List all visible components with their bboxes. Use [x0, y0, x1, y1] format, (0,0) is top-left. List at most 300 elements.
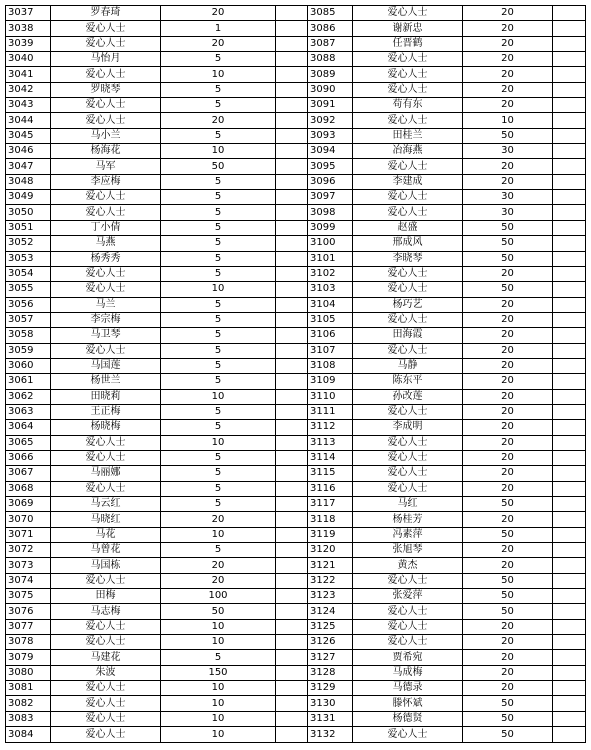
right-empty-cell	[553, 251, 586, 266]
right-id-cell: 3093	[308, 128, 353, 143]
right-id-cell: 3131	[308, 711, 353, 726]
table-row	[6, 619, 586, 634]
table-row	[6, 220, 586, 235]
left-id-cell: 3069	[6, 497, 51, 512]
left-name-cell: 杨晓梅	[51, 420, 161, 435]
right-empty-cell	[553, 589, 586, 604]
right-name-cell: 杨巧艺	[353, 297, 463, 312]
right-amount-cell: 20	[463, 619, 553, 634]
left-id-cell: 3052	[6, 236, 51, 251]
right-amount-cell: 20	[463, 665, 553, 680]
right-name-cell: 爱心人士	[353, 6, 463, 21]
right-empty-cell	[553, 711, 586, 726]
left-amount-cell: 5	[161, 543, 276, 558]
right-empty-cell	[553, 174, 586, 189]
left-name-cell: 爱心人士	[51, 711, 161, 726]
right-id-cell: 3115	[308, 466, 353, 481]
left-empty-cell	[276, 543, 308, 558]
left-id-cell: 3070	[6, 512, 51, 527]
right-name-cell: 田海霞	[353, 328, 463, 343]
left-empty-cell	[276, 98, 308, 113]
left-id-cell: 3039	[6, 36, 51, 51]
right-name-cell: 马德录	[353, 681, 463, 696]
left-empty-cell	[276, 251, 308, 266]
left-name-cell: 爱心人士	[51, 36, 161, 51]
right-amount-cell: 20	[463, 635, 553, 650]
right-empty-cell	[553, 450, 586, 465]
right-id-cell: 3122	[308, 573, 353, 588]
right-id-cell: 3107	[308, 343, 353, 358]
left-empty-cell	[276, 67, 308, 82]
left-name-cell: 爱心人士	[51, 635, 161, 650]
left-amount-cell: 1	[161, 21, 276, 36]
left-id-cell: 3073	[6, 558, 51, 573]
left-amount-cell: 5	[161, 82, 276, 97]
left-name-cell: 马志梅	[51, 604, 161, 619]
right-amount-cell: 20	[463, 67, 553, 82]
right-name-cell: 李成明	[353, 420, 463, 435]
table-row	[6, 144, 586, 159]
left-id-cell: 3057	[6, 312, 51, 327]
table-row	[6, 589, 586, 604]
right-amount-cell: 30	[463, 205, 553, 220]
right-amount-cell: 50	[463, 604, 553, 619]
left-name-cell: 李宗梅	[51, 312, 161, 327]
left-amount-cell: 5	[161, 312, 276, 327]
right-amount-cell: 50	[463, 711, 553, 726]
left-amount-cell: 5	[161, 374, 276, 389]
left-name-cell: 杨海花	[51, 144, 161, 159]
left-amount-cell: 50	[161, 159, 276, 174]
right-name-cell: 谢新忠	[353, 21, 463, 36]
table-row	[6, 159, 586, 174]
right-name-cell: 张旭琴	[353, 543, 463, 558]
right-name-cell: 邢成风	[353, 236, 463, 251]
left-id-cell: 3060	[6, 358, 51, 373]
left-name-cell: 罗春琦	[51, 6, 161, 21]
right-id-cell: 3102	[308, 266, 353, 281]
table-row	[6, 36, 586, 51]
right-amount-cell: 20	[463, 374, 553, 389]
left-amount-cell: 50	[161, 604, 276, 619]
right-amount-cell: 20	[463, 52, 553, 67]
left-amount-cell: 5	[161, 98, 276, 113]
right-amount-cell: 20	[463, 389, 553, 404]
left-name-cell: 爱心人士	[51, 205, 161, 220]
right-name-cell: 爱心人士	[353, 190, 463, 205]
table-body	[6, 6, 586, 743]
left-empty-cell	[276, 635, 308, 650]
left-name-cell: 田晓莉	[51, 389, 161, 404]
left-amount-cell: 20	[161, 573, 276, 588]
left-name-cell: 杨世兰	[51, 374, 161, 389]
right-empty-cell	[553, 52, 586, 67]
left-empty-cell	[276, 328, 308, 343]
right-amount-cell: 20	[463, 36, 553, 51]
left-empty-cell	[276, 266, 308, 281]
right-empty-cell	[553, 343, 586, 358]
right-name-cell: 爱心人士	[353, 404, 463, 419]
right-empty-cell	[553, 282, 586, 297]
right-id-cell: 3120	[308, 543, 353, 558]
left-amount-cell: 5	[161, 190, 276, 205]
left-id-cell: 3043	[6, 98, 51, 113]
table-row	[6, 174, 586, 189]
right-name-cell: 爱心人士	[353, 635, 463, 650]
left-empty-cell	[276, 466, 308, 481]
left-empty-cell	[276, 374, 308, 389]
table-row	[6, 328, 586, 343]
right-empty-cell	[553, 435, 586, 450]
right-amount-cell: 20	[463, 512, 553, 527]
left-empty-cell	[276, 589, 308, 604]
right-amount-cell: 50	[463, 527, 553, 542]
left-amount-cell: 100	[161, 589, 276, 604]
left-empty-cell	[276, 450, 308, 465]
left-id-cell: 3044	[6, 113, 51, 128]
right-empty-cell	[553, 389, 586, 404]
left-id-cell: 3064	[6, 420, 51, 435]
left-empty-cell	[276, 312, 308, 327]
right-amount-cell: 50	[463, 128, 553, 143]
left-id-cell: 3041	[6, 67, 51, 82]
right-empty-cell	[553, 205, 586, 220]
left-amount-cell: 5	[161, 328, 276, 343]
left-name-cell: 马云红	[51, 497, 161, 512]
right-name-cell: 爱心人士	[353, 727, 463, 743]
left-amount-cell: 10	[161, 727, 276, 743]
table-row	[6, 358, 586, 373]
right-amount-cell: 50	[463, 497, 553, 512]
left-amount-cell: 5	[161, 236, 276, 251]
right-id-cell: 3119	[308, 527, 353, 542]
right-empty-cell	[553, 297, 586, 312]
table-row	[6, 282, 586, 297]
right-name-cell: 爱心人士	[353, 159, 463, 174]
table-row	[6, 404, 586, 419]
right-amount-cell: 50	[463, 251, 553, 266]
right-id-cell: 3116	[308, 481, 353, 496]
left-empty-cell	[276, 619, 308, 634]
right-amount-cell: 10	[463, 113, 553, 128]
right-amount-cell: 20	[463, 159, 553, 174]
right-id-cell: 3100	[308, 236, 353, 251]
left-id-cell: 3083	[6, 711, 51, 726]
left-name-cell: 马曾花	[51, 543, 161, 558]
left-id-cell: 3038	[6, 21, 51, 36]
left-id-cell: 3074	[6, 573, 51, 588]
left-id-cell: 3071	[6, 527, 51, 542]
left-id-cell: 3040	[6, 52, 51, 67]
right-id-cell: 3097	[308, 190, 353, 205]
left-id-cell: 3077	[6, 619, 51, 634]
right-name-cell: 爱心人士	[353, 343, 463, 358]
right-name-cell: 爱心人士	[353, 450, 463, 465]
right-empty-cell	[553, 144, 586, 159]
left-name-cell: 马国莲	[51, 358, 161, 373]
right-empty-cell	[553, 67, 586, 82]
right-id-cell: 3091	[308, 98, 353, 113]
right-id-cell: 3094	[308, 144, 353, 159]
right-amount-cell: 20	[463, 404, 553, 419]
left-id-cell: 3084	[6, 727, 51, 743]
right-amount-cell: 50	[463, 589, 553, 604]
right-empty-cell	[553, 404, 586, 419]
left-amount-cell: 10	[161, 389, 276, 404]
left-empty-cell	[276, 205, 308, 220]
left-id-cell: 3072	[6, 543, 51, 558]
right-id-cell: 3126	[308, 635, 353, 650]
right-name-cell: 爱心人士	[353, 466, 463, 481]
right-id-cell: 3088	[308, 52, 353, 67]
left-id-cell: 3045	[6, 128, 51, 143]
right-name-cell: 黄杰	[353, 558, 463, 573]
left-amount-cell: 5	[161, 650, 276, 665]
right-name-cell: 赵盛	[353, 220, 463, 235]
left-amount-cell: 10	[161, 635, 276, 650]
left-name-cell: 爱心人士	[51, 681, 161, 696]
left-name-cell: 爱心人士	[51, 282, 161, 297]
right-name-cell: 田桂兰	[353, 128, 463, 143]
left-name-cell: 马花	[51, 527, 161, 542]
left-empty-cell	[276, 113, 308, 128]
right-empty-cell	[553, 466, 586, 481]
table-row	[6, 113, 586, 128]
right-id-cell: 3104	[308, 297, 353, 312]
right-name-cell: 孙改莲	[353, 389, 463, 404]
right-amount-cell: 50	[463, 727, 553, 743]
right-id-cell: 3113	[308, 435, 353, 450]
left-id-cell: 3050	[6, 205, 51, 220]
left-amount-cell: 5	[161, 174, 276, 189]
right-id-cell: 3123	[308, 589, 353, 604]
right-id-cell: 3099	[308, 220, 353, 235]
left-empty-cell	[276, 236, 308, 251]
left-empty-cell	[276, 665, 308, 680]
left-id-cell: 3065	[6, 435, 51, 450]
left-id-cell: 3051	[6, 220, 51, 235]
right-id-cell: 3101	[308, 251, 353, 266]
right-empty-cell	[553, 190, 586, 205]
left-empty-cell	[276, 52, 308, 67]
left-empty-cell	[276, 220, 308, 235]
table-row	[6, 681, 586, 696]
left-name-cell: 田梅	[51, 589, 161, 604]
left-amount-cell: 10	[161, 144, 276, 159]
right-name-cell: 李建成	[353, 174, 463, 189]
right-name-cell: 爱心人士	[353, 604, 463, 619]
right-empty-cell	[553, 727, 586, 743]
right-name-cell: 贾希宛	[353, 650, 463, 665]
left-name-cell: 王正梅	[51, 404, 161, 419]
right-amount-cell: 20	[463, 420, 553, 435]
left-empty-cell	[276, 711, 308, 726]
left-name-cell: 爱心人士	[51, 113, 161, 128]
left-name-cell: 马燕	[51, 236, 161, 251]
right-id-cell: 3089	[308, 67, 353, 82]
right-name-cell: 冶海燕	[353, 144, 463, 159]
left-empty-cell	[276, 21, 308, 36]
right-empty-cell	[553, 82, 586, 97]
right-amount-cell: 50	[463, 282, 553, 297]
left-name-cell: 罗晓琴	[51, 82, 161, 97]
table-row	[6, 128, 586, 143]
right-empty-cell	[553, 696, 586, 711]
left-id-cell: 3068	[6, 481, 51, 496]
left-id-cell: 3048	[6, 174, 51, 189]
right-empty-cell	[553, 543, 586, 558]
right-id-cell: 3086	[308, 21, 353, 36]
left-amount-cell: 5	[161, 220, 276, 235]
left-empty-cell	[276, 343, 308, 358]
left-empty-cell	[276, 435, 308, 450]
right-name-cell: 爱心人士	[353, 67, 463, 82]
right-amount-cell: 50	[463, 236, 553, 251]
table-row	[6, 251, 586, 266]
left-name-cell: 马军	[51, 159, 161, 174]
left-name-cell: 爱心人士	[51, 266, 161, 281]
left-amount-cell: 5	[161, 481, 276, 496]
right-empty-cell	[553, 159, 586, 174]
left-empty-cell	[276, 512, 308, 527]
left-name-cell: 爱心人士	[51, 450, 161, 465]
right-id-cell: 3111	[308, 404, 353, 419]
right-name-cell: 爱心人士	[353, 573, 463, 588]
left-id-cell: 3042	[6, 82, 51, 97]
right-empty-cell	[553, 6, 586, 21]
right-amount-cell: 30	[463, 190, 553, 205]
left-amount-cell: 5	[161, 205, 276, 220]
left-amount-cell: 5	[161, 497, 276, 512]
left-id-cell: 3047	[6, 159, 51, 174]
left-amount-cell: 10	[161, 435, 276, 450]
left-empty-cell	[276, 389, 308, 404]
left-empty-cell	[276, 297, 308, 312]
right-empty-cell	[553, 36, 586, 51]
left-name-cell: 马国栋	[51, 558, 161, 573]
left-id-cell: 3054	[6, 266, 51, 281]
left-id-cell: 3058	[6, 328, 51, 343]
left-amount-cell: 5	[161, 450, 276, 465]
right-id-cell: 3085	[308, 6, 353, 21]
right-empty-cell	[553, 527, 586, 542]
right-amount-cell: 20	[463, 6, 553, 21]
left-name-cell: 李应梅	[51, 174, 161, 189]
right-amount-cell: 20	[463, 328, 553, 343]
table-row	[6, 604, 586, 619]
right-id-cell: 3092	[308, 113, 353, 128]
table-row	[6, 374, 586, 389]
left-empty-cell	[276, 128, 308, 143]
left-id-cell: 3082	[6, 696, 51, 711]
right-id-cell: 3114	[308, 450, 353, 465]
left-name-cell: 爱心人士	[51, 21, 161, 36]
right-amount-cell: 20	[463, 312, 553, 327]
left-id-cell: 3049	[6, 190, 51, 205]
left-name-cell: 马晓红	[51, 512, 161, 527]
left-empty-cell	[276, 727, 308, 743]
left-name-cell: 丁小倩	[51, 220, 161, 235]
right-id-cell: 3108	[308, 358, 353, 373]
right-id-cell: 3132	[308, 727, 353, 743]
left-amount-cell: 5	[161, 297, 276, 312]
left-empty-cell	[276, 404, 308, 419]
right-name-cell: 苟有东	[353, 98, 463, 113]
left-id-cell: 3053	[6, 251, 51, 266]
right-id-cell: 3130	[308, 696, 353, 711]
left-empty-cell	[276, 282, 308, 297]
left-empty-cell	[276, 144, 308, 159]
left-empty-cell	[276, 174, 308, 189]
right-name-cell: 陈东平	[353, 374, 463, 389]
right-empty-cell	[553, 420, 586, 435]
left-amount-cell: 5	[161, 420, 276, 435]
left-empty-cell	[276, 358, 308, 373]
left-amount-cell: 20	[161, 113, 276, 128]
left-amount-cell: 5	[161, 128, 276, 143]
left-amount-cell: 20	[161, 6, 276, 21]
left-id-cell: 3078	[6, 635, 51, 650]
right-id-cell: 3117	[308, 497, 353, 512]
right-name-cell: 爱心人士	[353, 312, 463, 327]
left-empty-cell	[276, 527, 308, 542]
right-amount-cell: 20	[463, 343, 553, 358]
table-row	[6, 711, 586, 726]
right-id-cell: 3105	[308, 312, 353, 327]
left-amount-cell: 10	[161, 681, 276, 696]
table-row	[6, 573, 586, 588]
left-empty-cell	[276, 604, 308, 619]
left-empty-cell	[276, 190, 308, 205]
left-id-cell: 3067	[6, 466, 51, 481]
right-amount-cell: 20	[463, 98, 553, 113]
right-amount-cell: 20	[463, 297, 553, 312]
right-empty-cell	[553, 619, 586, 634]
left-id-cell: 3076	[6, 604, 51, 619]
left-name-cell: 马卫琴	[51, 328, 161, 343]
right-name-cell: 滕怀斌	[353, 696, 463, 711]
right-amount-cell: 20	[463, 266, 553, 281]
right-amount-cell: 30	[463, 144, 553, 159]
right-empty-cell	[553, 358, 586, 373]
right-amount-cell: 50	[463, 220, 553, 235]
right-empty-cell	[553, 512, 586, 527]
table-row	[6, 190, 586, 205]
right-amount-cell: 20	[463, 358, 553, 373]
table-row	[6, 512, 586, 527]
table-row	[6, 558, 586, 573]
left-id-cell: 3056	[6, 297, 51, 312]
left-amount-cell: 5	[161, 466, 276, 481]
right-empty-cell	[553, 312, 586, 327]
table-row	[6, 420, 586, 435]
right-name-cell: 冯素萍	[353, 527, 463, 542]
left-id-cell: 3063	[6, 404, 51, 419]
right-name-cell: 爱心人士	[353, 481, 463, 496]
table-row	[6, 481, 586, 496]
left-amount-cell: 20	[161, 512, 276, 527]
right-id-cell: 3096	[308, 174, 353, 189]
right-id-cell: 3129	[308, 681, 353, 696]
left-id-cell: 3037	[6, 6, 51, 21]
right-id-cell: 3121	[308, 558, 353, 573]
right-name-cell: 爱心人士	[353, 52, 463, 67]
right-id-cell: 3109	[308, 374, 353, 389]
right-name-cell: 爱心人士	[353, 113, 463, 128]
right-amount-cell: 50	[463, 696, 553, 711]
right-empty-cell	[553, 650, 586, 665]
right-empty-cell	[553, 681, 586, 696]
